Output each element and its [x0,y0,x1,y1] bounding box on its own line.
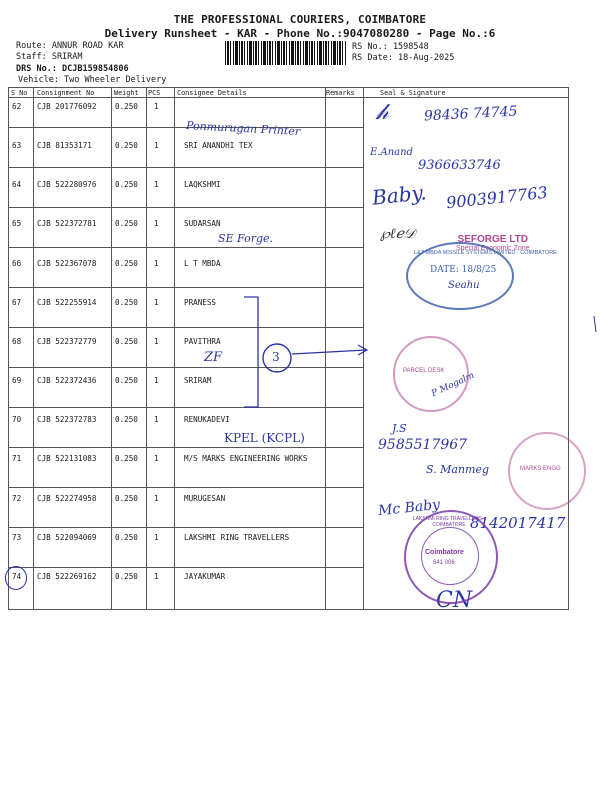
handwritten-note-70: KPEL (KCPL) [224,431,305,445]
cell-sno: 70 [12,415,22,424]
handwritten-note-65: SE Forge. [218,232,274,245]
vehicle: Vehicle: Two Wheeler Delivery [18,75,167,85]
handwritten-signature-69: P Mogalm [430,370,477,400]
handwritten-signature-72: Mc Baby [377,496,441,520]
drs-number: DRS No.: DCJB159854806 [16,64,129,74]
cell-pcs: 1 [154,376,159,385]
zf-parcel-stamp-text: PARCEL DESK [403,368,445,374]
cell-weight: 0.250 [115,376,138,385]
cell-sno: 71 [12,454,22,463]
cell-consignee: SRIRAM [184,376,212,385]
handwritten-phone-72: 8142017417 [470,514,566,532]
cell-pcs: 1 [154,180,159,189]
cell-weight: 0.250 [115,337,138,346]
handwritten-consignee-62: Ponmurugan Printer [185,119,301,138]
handwritten-signature-65: ℘ℓℯ𝒟 [380,226,416,242]
cell-pcs: 1 [154,533,159,542]
cell-weight: 0.250 [115,219,138,228]
cell-consignee: PRANESS [184,298,217,307]
cell-consignment: CJB 522372781 [37,219,97,228]
col-header-weight: Weight [114,89,139,97]
cell-consignment: CJB 522367078 [37,259,97,268]
lakshmi-ring-stamp-pin: 641 006 [433,560,455,566]
cell-sno: 63 [12,141,22,150]
cell-consignee: JAYAKUMAR [184,572,226,581]
lakshmi-ring-stamp-inner [421,527,479,585]
handwritten-signature-62: 𝒽 [376,100,389,125]
marks-stamp-text: MARKS ENGG [520,466,561,472]
cell-sno: 73 [12,533,22,542]
col-header-pcs: PCS [148,89,161,97]
seforge-stamp-sub: Special Economic Zone [456,245,530,252]
cell-consignee: SRI ANANDHI TEX [184,141,253,150]
handwritten-phone-63: 9366633746 [418,158,501,173]
cell-sno: 74 [12,572,22,581]
mbda-stamp-text: L&T MBDA MISSILE SYSTEMS LIMITED · COIMBATORE [414,250,557,256]
cell-consignment: CJB 522372779 [37,337,97,346]
col-header-sno: S No [11,89,28,97]
seforge-stamp-name: SEFORGE LTD [457,234,528,245]
col-header-seal: Seal & Signature [380,89,446,97]
cell-consignee: L T MBDA [184,259,221,268]
zf-parcel-stamp [393,336,469,412]
cell-weight: 0.250 [115,102,138,111]
cell-consignee: M/S MARKS ENGINEERING WORKS [184,454,308,463]
cell-sno: 67 [12,298,22,307]
header-company: THE PROFESSIONAL COURIERS, COIMBATORE [173,13,427,26]
col-header-consignment: Consignment No [37,89,95,97]
cell-consignee: RENUKADEVI [184,415,230,424]
cell-weight: 0.250 [115,454,138,463]
cell-sno: 66 [12,259,22,268]
cell-pcs: 1 [154,298,159,307]
cell-consignment: CJB 201776092 [37,102,97,111]
header-title: Delivery Runsheet - KAR - Phone No.:9047080280 - Page No.:6 [104,27,496,40]
cell-pcs: 1 [154,454,159,463]
cell-consignment: CJB 522274958 [37,494,97,503]
cell-sno: 62 [12,102,22,111]
handwritten-signature-66: Seahu [448,280,480,291]
handwritten-signature-70: J.S [392,422,407,435]
handwritten-signature-64: Baby. [370,180,428,210]
handwritten-group-label: ZF [204,350,223,365]
cell-weight: 0.250 [115,415,138,424]
cell-pcs: 1 [154,219,159,228]
col-header-consignee: Consignee Details [177,89,247,97]
cell-consignment: CJB 522372436 [37,376,97,385]
cell-weight: 0.250 [115,180,138,189]
cell-pcs: 1 [154,572,159,581]
cell-pcs: 1 [154,337,159,346]
cell-weight: 0.250 [115,572,138,581]
handwritten-group-count: 3 [272,350,280,364]
cell-consignee: PAVITHRA [184,337,221,346]
handwritten-signature-63: E.Anand [370,147,413,158]
cell-sno: 64 [12,180,22,189]
cell-consignment: CJB 522269162 [37,572,97,581]
cell-sno: 69 [12,376,22,385]
cell-pcs: 1 [154,415,159,424]
cell-pcs: 1 [154,102,159,111]
col-header-remarks: Remarks [326,89,355,97]
cell-sno: 65 [12,219,22,228]
cell-weight: 0.250 [115,141,138,150]
cell-sno: 72 [12,494,22,503]
cell-weight: 0.250 [115,533,138,542]
cell-consignee: SUDARSAN [184,219,221,228]
rs-date: RS Date: 18-Aug-2025 [352,53,455,63]
handwritten-signature-71: S. Manmeg [426,463,490,476]
cell-pcs: 1 [154,259,159,268]
staff: Staff: SRIRAM [16,52,83,62]
cell-consignment: CJB 522131083 [37,454,97,463]
cell-pcs: 1 [154,494,159,503]
cell-consignee: LAKSHMI RING TRAVELLERS [184,533,290,542]
lakshmi-ring-stamp-text: LAKSHMI RING TRAVELLERS · COIMBATORE [412,516,486,528]
cell-weight: 0.250 [115,298,138,307]
cell-consignment: CJB 81353171 [37,141,92,150]
rs-number: RS No.: 1598548 [352,42,429,52]
cell-sno: 68 [12,337,22,346]
lakshmi-ring-stamp-center: Coimbatore [425,549,464,556]
cell-consignment: CJB 522280976 [37,180,97,189]
cell-consignment: CJB 522094069 [37,533,97,542]
cell-consignment: CJB 522372783 [37,415,97,424]
mbda-stamp-date: DATE: 18/8/25 [430,265,497,275]
cell-weight: 0.250 [115,494,138,503]
handwritten-signature-74: CN [436,588,473,613]
cell-weight: 0.250 [115,259,138,268]
handwritten-phone-70: 9585517967 [378,437,468,453]
cell-consignee: MURUGESAN [184,494,226,503]
handwritten-phone-62: 98436 74745 [423,103,518,125]
cell-consignee: LAQKSHMI [184,180,221,189]
cell-pcs: 1 [154,141,159,150]
route: Route: ANNUR ROAD KAR [16,41,124,51]
handwritten-phone-64: 9003917763 [445,182,549,213]
cell-consignment: CJB 522255914 [37,298,97,307]
